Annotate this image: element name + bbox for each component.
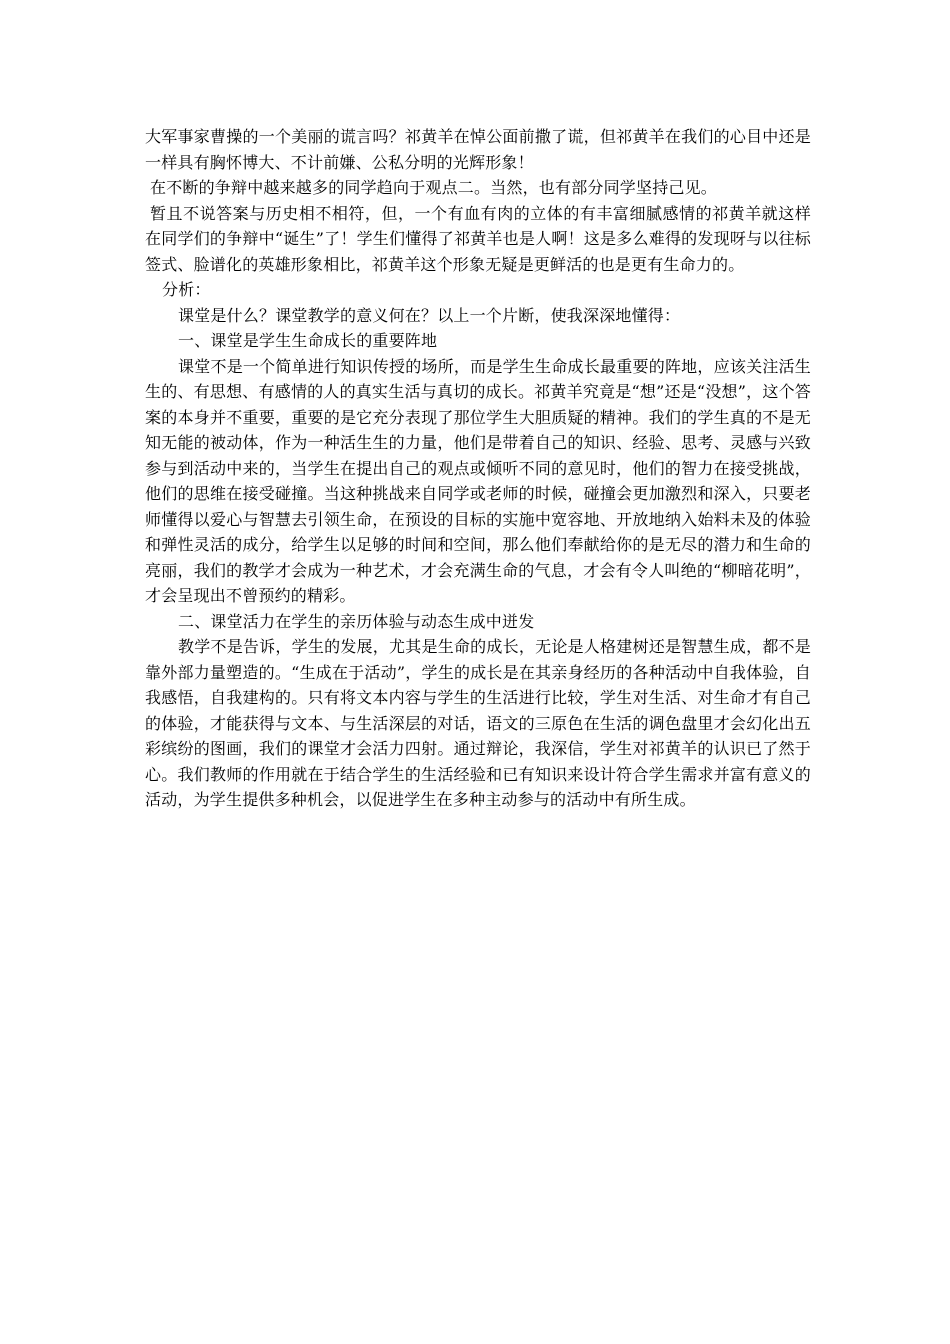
paragraph-continuation: 大军事家曹操的一个美丽的谎言吗？祁黄羊在悼公面前撒了谎，但祁黄羊在我们的心目中还是一样具有胸怀博大、不计前嫌、公私分明的光辉形象！	[145, 127, 811, 172]
paragraph-section-one-body: 课堂不是一个简单进行知识传授的场所，而是学生生命成长最重要的阵地，应该关注活生生的、有思想、有感情的人的真实生活与真切的成长。祁黄羊究竟是“想”还是“没想”，这个答案的本身并不重要，重要的是它充分表现了那位学生大胆质疑的精神。我们的学生真的不是无知无能的被动体，作为一种活生生的力量，他们是带着自己的知识、经验、思考、灵感与兴致参与到活动中来的，当学生在提出自己的观点或倾听不同的意见时，他们的智力在接受挑战，他们的思维在接受碰撞。当这种挑战来自同学或老师的时候，碰撞会更加激烈和深入，只要老师懂得以爱心与智慧去引领生命，在预设的目标的实施中宽容地、开放地纳入始料未及的体验和弹性灵活的成分，给学生以足够的时间和空间，那么他们奉献给你的是无尽的潜力和生命的亮丽，我们的教学才会成为一种艺术，才会充满生命的气息，才会有令人叫绝的“柳暗花明”，才会呈现出不曾预约的精彩。	[145, 356, 811, 605]
paragraph-analysis-label: 分析：	[162, 280, 211, 299]
section-heading-two: 二、课堂活力在学生的亲历体验与动态生成中迸发	[178, 611, 535, 631]
document-body	[145, 124, 811, 813]
paragraph-classroom-question: 课堂是什么？课堂教学的意义何在？以上一个片断，使我深深地懂得：	[178, 305, 681, 325]
section-heading-one: 一、课堂是学生生命成长的重要阵地	[178, 331, 438, 350]
paragraph-debate-trend: 在不断的争辩中越来越多的同学趋向于观点二。当然，也有部分同学坚持己见。	[150, 178, 718, 197]
paragraph-qi-huangyang-born: 暂且不说答案与历史相不相符，但，一个有血有肉的立体的有丰富细腻感情的祁黄羊就这样在同学们的争辩中“诞生”了！学生们懂得了祁黄羊也是人啊！这是多么难得的发现呀与以往标签式、脸谱化的英雄形象相比，祁黄羊这个形象无疑是更鲜活的也是更有生命力的。	[145, 203, 811, 274]
paragraph-section-two-body: 教学不是告诉，学生的发展，尤其是生命的成长，无论是人格建树还是智慧生成，都不是靠外部力量塑造的。“生成在于活动”，学生的成长是在其亲身经历的各种活动中自我体验，自我感悟，自我建构的。只有将文本内容与学生的生活进行比较，学生对生活、对生命才有自己的体验，才能获得与文本、与生活深层的对话，语文的三原色在生活的调色盘里才会幻化出五彩缤纷的图画，我们的课堂才会活力四射。通过辩论，我深信，学生对祁黄羊的认识已了然于心。我们教师的作用就在于结合学生的生活经验和已有知识来设计符合学生需求并富有意义的活动，为学生提供多种机会，以促进学生在多种主动参与的活动中有所生成。	[145, 637, 811, 809]
